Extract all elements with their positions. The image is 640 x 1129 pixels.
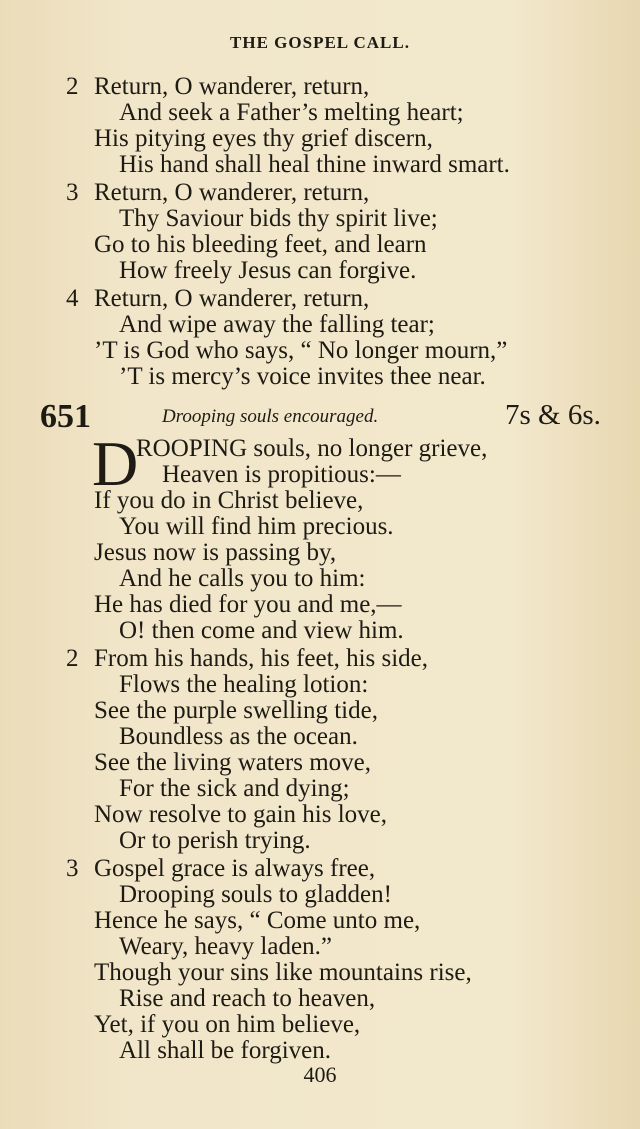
verse-line: Boundless as the ocean.	[119, 723, 358, 750]
hymn-number: 651	[40, 398, 91, 435]
verse-line: Though your sins like mountains rise,	[94, 959, 472, 986]
verse-line: See the purple swelling tide,	[94, 697, 378, 724]
verse-number: 2	[66, 645, 79, 672]
verse-line: Gospel grace is always free,	[94, 855, 376, 882]
verse-line: From his hands, his feet, his side,	[94, 645, 429, 672]
verse-line: Yet, if you on him believe,	[94, 1011, 361, 1038]
verse-line: Hence he says, “ Come unto me,	[94, 907, 421, 934]
verse-line: Thy Saviour bids thy spirit live;	[119, 205, 438, 232]
verse-line: Flows the healing lotion:	[119, 671, 369, 698]
verse-line: Or to perish trying.	[119, 827, 311, 854]
verse-line: Now resolve to gain his love,	[94, 801, 388, 828]
hymn-meter: 7s & 6s.	[505, 399, 601, 431]
drop-cap: D	[92, 428, 139, 499]
verse-line: And seek a Father’s melting heart;	[119, 99, 464, 126]
page-number: 406	[303, 1062, 337, 1087]
verse-line: If you do in Christ believe,	[94, 487, 364, 514]
verse-line: ’T is mercy’s voice invites thee near.	[119, 363, 486, 390]
verse-line: Go to his bleeding feet, and learn	[94, 231, 427, 258]
verse-line: For the sick and dying;	[119, 775, 350, 802]
verse-line: He has died for you and me,—	[94, 591, 402, 618]
verse-line: Jesus now is passing by,	[94, 539, 337, 566]
verse-line: Drooping souls to gladden!	[119, 881, 392, 908]
verse-number: 2	[66, 73, 79, 100]
verse-line: How freely Jesus can forgive.	[119, 257, 417, 284]
verse-line: See the living waters move,	[94, 749, 372, 776]
verse-line: And wipe away the falling tear;	[119, 311, 435, 338]
verse-line: All shall be forgiven.	[119, 1037, 331, 1064]
verse-line: ’T is God who says, “ No longer mourn,”	[94, 337, 508, 364]
verse-line: His pitying eyes thy grief discern,	[94, 125, 433, 152]
running-header: THE GOSPEL CALL.	[230, 33, 410, 52]
verse-line: Heaven is propitious:—	[162, 461, 401, 488]
verse-number: 3	[66, 855, 79, 882]
verse-number: 3	[66, 179, 79, 206]
verse-line: Return, O wanderer, return,	[94, 73, 370, 100]
verse-line: His hand shall heal thine inward smart.	[119, 151, 510, 178]
verse-number: 4	[66, 285, 79, 312]
verse-line: ROOPING souls, no longer grieve,	[136, 435, 488, 462]
hymn-subtitle: Drooping souls encouraged.	[162, 406, 379, 427]
verse-line: Weary, heavy laden.”	[119, 933, 332, 960]
verse-line: Return, O wanderer, return,	[94, 179, 370, 206]
verse-line: O! then come and view him.	[119, 617, 404, 644]
verse-line: Rise and reach to heaven,	[119, 985, 376, 1012]
verse-line: Return, O wanderer, return,	[94, 285, 370, 312]
verse-line: And he calls you to him:	[119, 565, 366, 592]
verse-line: You will find him precious.	[119, 513, 394, 540]
